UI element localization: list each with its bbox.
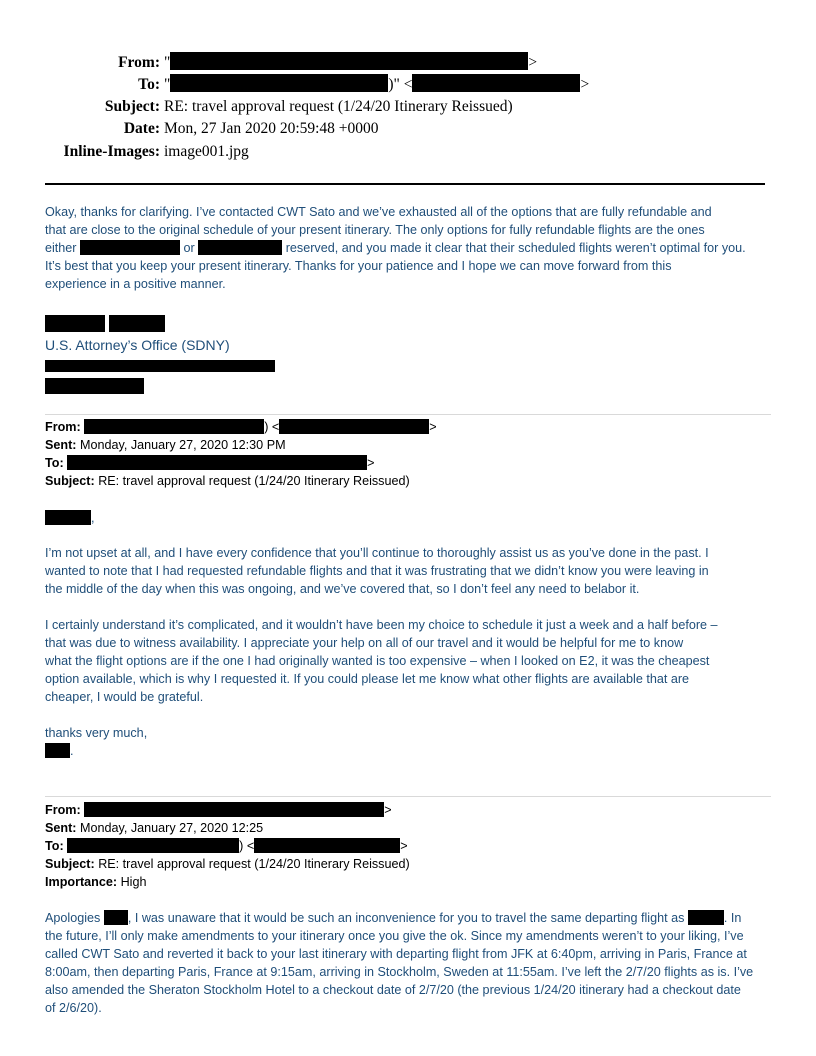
header-date-row (0, 118, 816, 140)
header-from-row (0, 52, 816, 74)
msg3-sent-row: Sent: Monday, January 27, 2020 12:25 (45, 821, 264, 835)
redaction (254, 838, 400, 853)
header-subject-row (0, 96, 816, 118)
body-line: what the flight options are if the one I had originally wanted is too expensive – when I looked on E2, it was the cheapest (45, 654, 710, 668)
redaction (67, 838, 239, 853)
msg2-closing: thanks very much, (45, 726, 148, 740)
body-line: also amended the Sheraton Stockholm Hotel to a checkout date of 2/7/20 (the previous 1/24/20 itinerary had a checkout date (45, 983, 741, 997)
redaction (45, 360, 275, 372)
header-from-label: From: (118, 54, 160, 71)
body-line: either or reserved, and you made it clear that their scheduled flights weren’t optimal for you. (45, 241, 746, 255)
message-separator (45, 414, 771, 415)
redaction (170, 74, 388, 92)
header-images-row (0, 141, 816, 163)
msg2-paragraph-1 (45, 544, 775, 598)
body-line: Okay, thanks for clarifying. I’ve contacted CWT Sato and we’ve exhausted all of the options that are fully refundable and (45, 205, 712, 219)
msg2-greeting: , (45, 509, 775, 527)
body-line: I certainly understand it’s complicated, and it wouldn’t have been my choice to schedule it just a week and a half before – (45, 618, 718, 632)
header-to-row (0, 74, 816, 96)
body-line: the future, I’ll only make amendments to your itinerary once you give the ok. Since my amendments weren’t to your liking, I’ve (45, 929, 744, 943)
redaction (45, 315, 105, 332)
body-line: experience in a positive manner. (45, 277, 226, 291)
body-line: that are close to the original schedule of your present itinerary. The only options for fully refundable flights are the ones (45, 223, 705, 237)
body-line: option available, which is why I requested it. If you could please let me know what other flights are available that are (45, 672, 690, 686)
msg2-sent-row: Sent: Monday, January 27, 2020 12:30 PM (45, 438, 286, 452)
body-line: I’m not upset at all, and I have every confidence that you’ll continue to thoroughly assist us as you’ve done in the past. I (45, 546, 709, 560)
redaction (170, 52, 528, 70)
header-images-label: Inline-Images: (63, 143, 160, 160)
header-date-value: Mon, 27 Jan 2020 20:59:48 +0000 (164, 120, 379, 137)
header-to-label: To: (138, 76, 160, 93)
redaction (198, 240, 282, 255)
header-divider (45, 183, 765, 185)
body-line: called CWT Sato and reverted it back to your last itinerary with departing flight from JFK at 6:40pm, arriving in Paris, France at (45, 947, 747, 961)
body-line: of 2/6/20). (45, 1001, 102, 1015)
header-from-value: " > (164, 54, 538, 71)
msg3-from-row: From: > (45, 803, 392, 817)
body-line: wanted to note that I had requested refundable flights and that it was frustrating that we didn’t know you were leaving in (45, 564, 709, 578)
msg3-subject-row: Subject: RE: travel approval request (1/24/20 Itinerary Reissued) (45, 857, 410, 871)
signature-org: U.S. Attorney’s Office (SDNY) (45, 337, 230, 353)
redaction (104, 910, 128, 925)
body-line: 8:00am, then departing Paris, France at 9:15am, arriving in Stockholm, Sweden at 11:55am. I’ve left the 2/7/20 flights as is. I’ve (45, 965, 754, 979)
redaction (84, 802, 384, 817)
body-line: the middle of the day when this was ongoing, and we’ve covered that, so I don’t feel any need to belabor it. (45, 582, 640, 596)
redaction (45, 378, 144, 394)
header-images-value: image001.jpg (164, 143, 249, 160)
message-separator (45, 796, 771, 797)
redaction (279, 419, 429, 434)
header-to-value: " )" < > (164, 76, 590, 93)
redaction (109, 315, 165, 332)
body-line: It’s best that you keep your present itinerary. Thanks for your patience and I hope we can move forward from this (45, 259, 672, 273)
msg2-to-row: To: > (45, 456, 375, 470)
redaction (412, 74, 580, 92)
redaction (67, 455, 367, 470)
header-date-label: Date: (123, 120, 160, 137)
msg2-from-row: From: ) < > (45, 420, 437, 434)
redaction (80, 240, 180, 255)
msg2-paragraph-2 (45, 616, 775, 706)
redaction (84, 419, 264, 434)
body-line: that was due to witness availability. I appreciate your help on all of our travel and it would be helpful for me to know (45, 636, 684, 650)
header-subject-value: RE: travel approval request (1/24/20 Itinerary Reissued) (164, 98, 513, 115)
msg2-signature: . (45, 742, 775, 760)
msg3-importance-row: Importance: High (45, 875, 147, 889)
header-subject-label: Subject: (104, 98, 160, 115)
msg2-subject-row: Subject: RE: travel approval request (1/24/20 Itinerary Reissued) (45, 474, 410, 488)
msg3-body (45, 909, 775, 1017)
reply1-body (45, 203, 775, 293)
redaction (45, 510, 91, 525)
body-line: cheaper, I would be grateful. (45, 690, 204, 704)
redaction (688, 910, 724, 925)
body-line: Apologies , I was unaware that it would be such an inconvenience for you to travel the same departing flight as . In (45, 911, 742, 925)
msg3-to-row: To: ) < > (45, 839, 408, 853)
redaction (45, 743, 70, 758)
